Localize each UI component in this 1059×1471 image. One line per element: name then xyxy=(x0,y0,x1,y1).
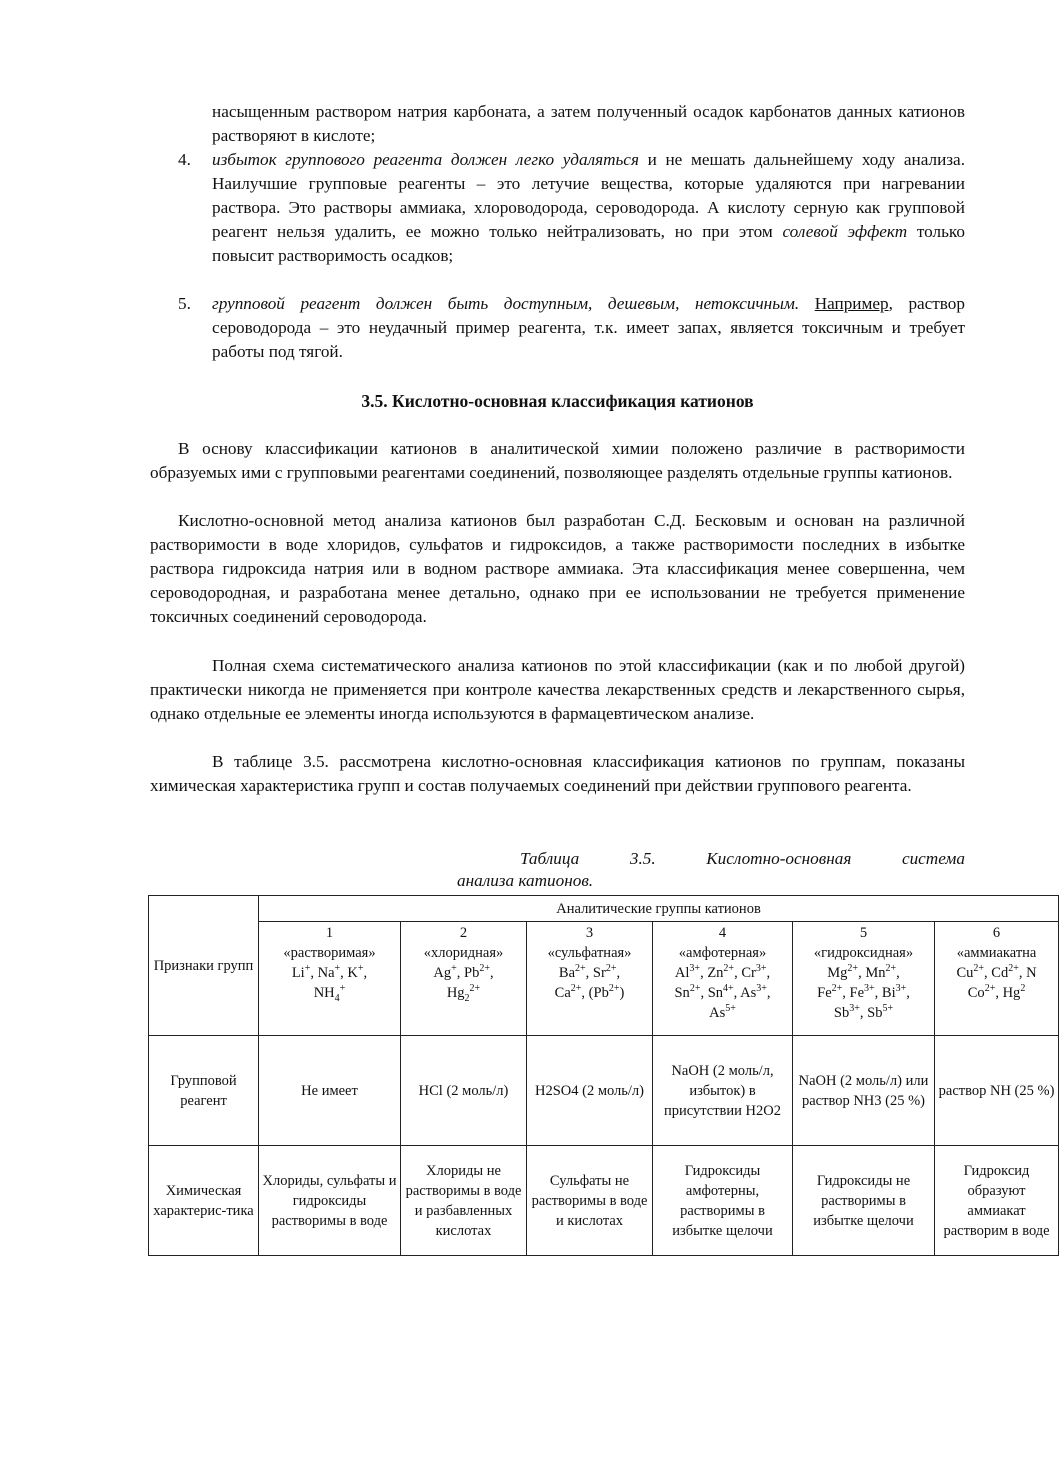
row-label-reagent: Групповой реагент xyxy=(149,1036,259,1146)
paragraph-2: Кислотно-основной метод анализа катионов был разработан С.Д. Бесковым и основан на различной растворимости в воде хлоридов, сульфатов и гидроксидов, а также растворимости последних в избытке раствора гидроксида натрия или в водном растворе аммиака. Эта классификация менее совершенна, чем сероводородная, и разработана менее детально, однако при ее использовании не требуется применение токсичных соединений сероводорода. xyxy=(150,511,965,626)
reagent-cell: H2SO4 (2 моль/л) xyxy=(527,1036,653,1146)
caption-word: Таблица xyxy=(520,849,580,868)
item5-underlined: Например xyxy=(814,294,889,313)
cation-classification-table xyxy=(148,895,1059,1256)
group-2-header: 2 «хлоридная» Ag+, $Pb^{2+}$, $Hg_2^{2+}$ xyxy=(401,922,527,1036)
group-5-header: 5 «гидроксидная» $Mg^{2+}$, $Mn^{2+}$, $Fe^{2+}$, $Fe^{3+}$, $Bi^{3+}$, $Sb^{3+}$, $Sb^{5+}$ xyxy=(793,922,935,1036)
caption-word: 3.5. xyxy=(629,849,656,868)
reagent-cell: Не имеет xyxy=(259,1036,401,1146)
group-4-cations: $Al^{3+}$, $Zn^{2+}$, $Cr^{3+}$, $Sn^{2+}$, $Sn^{4+}$, $As^{3+}$, $As^{5+}$ xyxy=(674,963,771,1021)
paragraph-3: Полная схема систематического анализа катионов по этой классификации (как и по любой другой) практически никогда не применяется при контроле качества лекарственных средств и лекарственного сырья, однако отдельные ее элементы иногда используются в фармацевтическом анализе. xyxy=(150,656,965,723)
list-number: 4. xyxy=(178,150,191,169)
table-span-header: Аналитические группы катионов xyxy=(259,896,1059,922)
characteristic-cell: Сульфаты не растворимы в воде и кислотах xyxy=(527,1146,653,1256)
intro-continuation: насыщенным раствором натрия карбоната, а затем полученный осадок карбонатов данных катионов растворяют в кислоте; xyxy=(212,102,965,145)
group-6-cations: $Cu^{2+}$, $Cd^{2+}$, N $Co^{2+}$, Hg$^2$ xyxy=(956,963,1037,1001)
table-caption xyxy=(457,848,965,892)
item4-italic: избыток группового реагента должен легко удаляться xyxy=(212,150,639,169)
row-label-characteristic: Химическая характерис-тика xyxy=(149,1146,259,1256)
item4-italic-term: солевой эффект xyxy=(782,222,908,241)
item5-italic: групповой реагент должен быть доступным, дешевым, нетоксичным. xyxy=(212,294,800,313)
group-3-cations: $Ba^{2+}$, $Sr^{2+}$, $Ca^{2+}$, $(Pb^{2+})$ xyxy=(554,963,625,1001)
group-3-header: 3 «сульфатная» $Ba^{2+}$, $Sr^{2+}$, $Ca^{2+}$, $(Pb^{2+})$ xyxy=(527,922,653,1036)
group-2-cations: Ag+, $Pb^{2+}$, $Hg_2^{2+}$ xyxy=(433,963,494,1004)
paragraph-4: В таблице 3.5. рассмотрена кислотно-основная классификация катионов по группам, показаны химическая характеристика групп и состав получаемых соединений при действии группового реагента. xyxy=(150,752,965,795)
caption-line-2: анализа катионов. xyxy=(457,871,594,890)
group-6-header: 6 «аммиакатна $Cu^{2+}$, $Cd^{2+}$, N $Co^{2+}$, Hg$^2$ xyxy=(935,922,1059,1036)
characteristic-cell: Гидроксиды амфотерны, растворимы в избытке щелочи xyxy=(653,1146,793,1256)
group-1-cations: Li+, Na+, K+, $NH_4^+$ xyxy=(291,963,368,1004)
reagent-cell: NaOH (2 моль/л, избыток) в присутствии H2O2 xyxy=(653,1036,793,1146)
item4-text: и не мешать дальнейшему ходу анализа. Наилучшие групповые реагенты – это летучие вещества, которые удаляются при нагревании раствора. Это растворы аммиака, хлороводорода, сероводорода. А кислоту серную как групповой реагент нельзя удалить, ее можно только нейтрализовать, но при этом xyxy=(212,150,965,241)
table-corner-header: Признаки групп xyxy=(149,896,259,1036)
characteristic-cell: Гидроксид образуют аммиакат растворим в воде xyxy=(935,1146,1059,1256)
group-5-cations: $Mg^{2+}$, $Mn^{2+}$, $Fe^{2+}$, $Fe^{3+}$, $Bi^{3+}$, $Sb^{3+}$, $Sb^{5+}$ xyxy=(817,963,910,1021)
list-number: 5. xyxy=(178,294,191,313)
group-4-header: 4 «амфотерная» $Al^{3+}$, $Zn^{2+}$, $Cr^{3+}$, $Sn^{2+}$, $Sn^{4+}$, $As^{3+}$, $As^{5+}$ xyxy=(653,922,793,1036)
paragraph-1: В основу классификации катионов в аналитической химии положено различие в растворимости образуемых ими с групповыми реагентами соединений, позволяющее разделять отдельные группы катионов. xyxy=(150,439,965,482)
list-item-4 xyxy=(178,148,966,268)
item5-text: , раствор сероводорода – это неудачный пример реагента, т.к. имеет запах, является токсичным и требует работы под тягой. xyxy=(212,294,965,361)
caption-word: Кислотно-основная xyxy=(706,849,852,868)
reagent-cell: раствор NH (25 %) xyxy=(935,1036,1059,1146)
reagent-cell: NaOH (2 моль/л) или раствор NH3 (25 %) xyxy=(793,1036,935,1146)
characteristic-cell: Гидроксиды не растворимы в избытке щелочи xyxy=(793,1146,935,1256)
section-heading: 3.5. Кислотно-основная классификация катионов xyxy=(361,391,754,411)
characteristic-cell: Хлориды не растворимы в воде и разбавленных кислотах xyxy=(401,1146,527,1256)
caption-word: система xyxy=(901,849,965,868)
characteristic-cell: Хлориды, сульфаты и гидроксиды растворимы в воде xyxy=(259,1146,401,1256)
item4-text-end: только повысит растворимость осадков; xyxy=(212,222,966,265)
group-1-header: 1 «растворимая» Li+, Na+, K+, $NH_4^+$ xyxy=(259,922,401,1036)
reagent-cell: HCl (2 моль/л) xyxy=(401,1036,527,1146)
list-item-5 xyxy=(178,292,965,364)
